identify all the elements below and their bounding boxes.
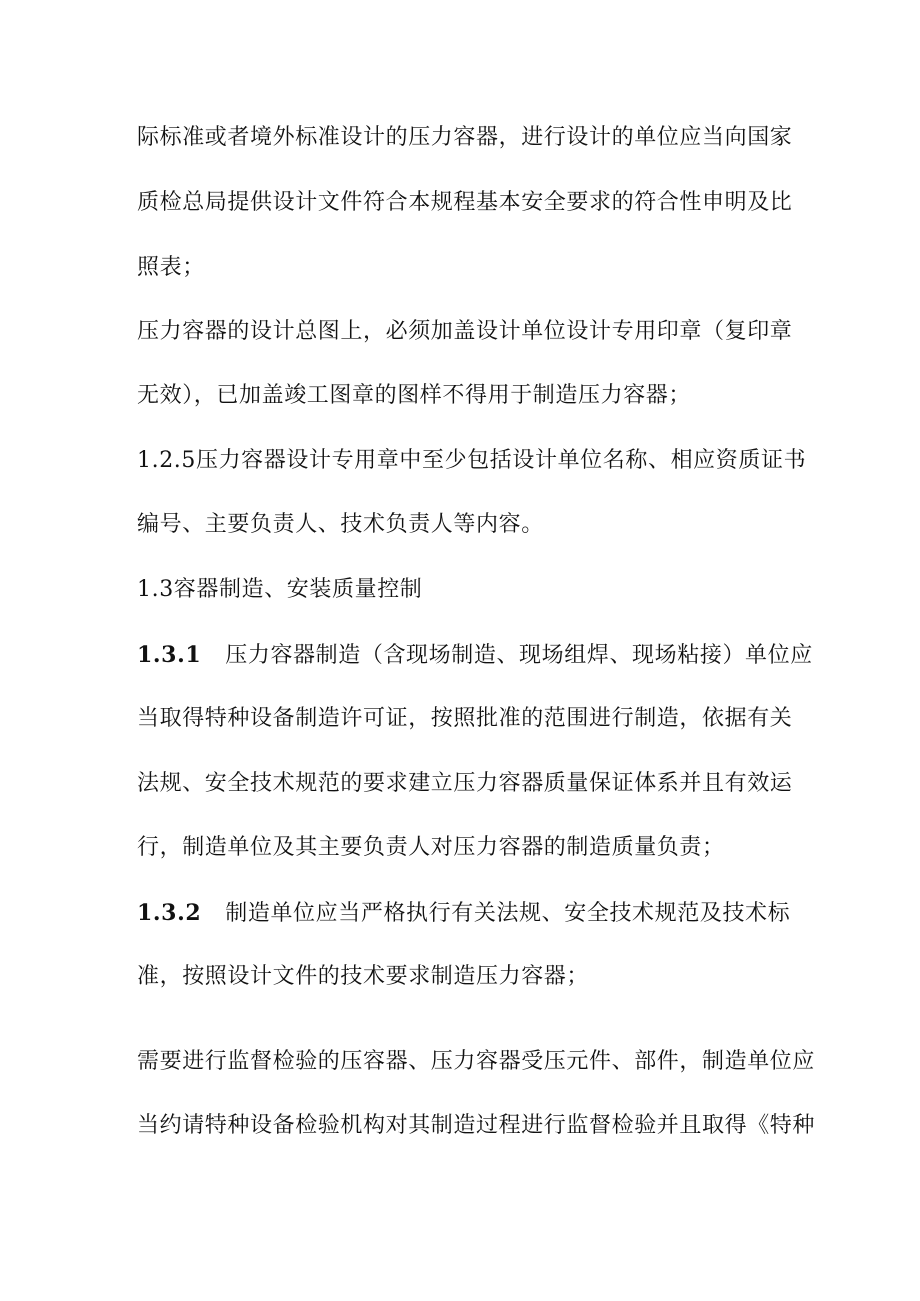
- paragraph-line: 需要进行监督检验的压容器、压力容器受压元件、部件，制造单位应: [137, 1049, 816, 1074]
- clause-text: 压力容器制造（含现场制造、现场组焊、现场粘接）单位应: [225, 643, 813, 668]
- clause-line: [137, 899, 790, 928]
- section-heading: 1.3容器制造、安装质量控制: [137, 577, 423, 602]
- clause-number: 1.3.1: [137, 642, 202, 668]
- paragraph-line: 压力容器的设计总图上，必须加盖设计单位设计专用印章（复印章: [137, 319, 793, 344]
- paragraph-line: 编号、主要负责人、技术负责人等内容。: [137, 512, 544, 537]
- clause-text: 制造单位应当严格执行有关法规、安全技术规范及技术标: [225, 901, 791, 926]
- paragraph-line: 行，制造单位及其主要负责人对压力容器的制造质量负责；: [137, 835, 725, 860]
- clause-line: [137, 641, 813, 670]
- paragraph-line: 法规、安全技术规范的要求建立压力容器质量保证体系并且有效运: [137, 771, 793, 796]
- paragraph-line: 准，按照设计文件的技术要求制造压力容器；: [137, 964, 590, 989]
- paragraph-line: 当约请特种设备检验机构对其制造过程进行监督检验并且取得《特种: [137, 1113, 816, 1138]
- paragraph-line: 当取得特种设备制造许可证，按照批准的范围进行制造，依据有关: [137, 706, 793, 731]
- paragraph-line: 际标准或者境外标准设计的压力容器，进行设计的单位应当向国家: [137, 125, 793, 150]
- paragraph-line: 1.2.5压力容器设计专用章中至少包括设计单位名称、相应资质证书: [137, 448, 807, 473]
- paragraph-line: 质检总局提供设计文件符合本规程基本安全要求的符合性申明及比: [137, 190, 793, 215]
- paragraph-line: 照表；: [137, 255, 205, 280]
- clause-number: 1.3.2: [137, 900, 202, 926]
- paragraph-line: 无效），已加盖竣工图章的图样不得用于制造压力容器；: [137, 383, 692, 408]
